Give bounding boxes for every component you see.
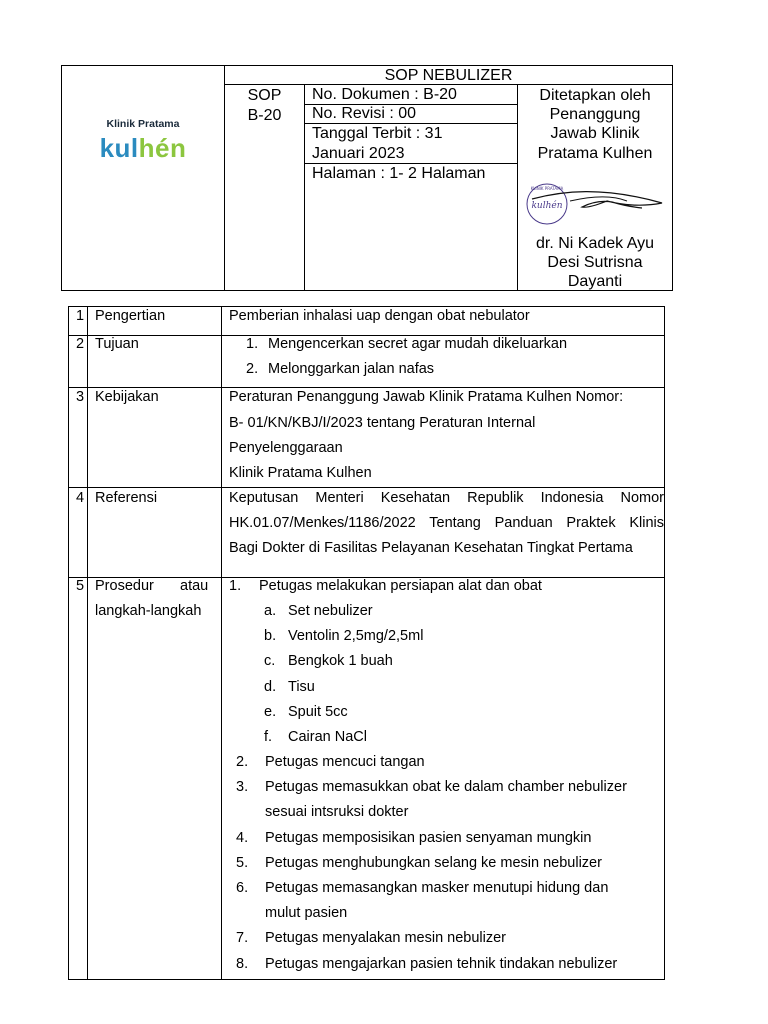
approval-line3: Jawab Klinik — [550, 125, 640, 142]
signer-line2: Desi Sutrisna — [547, 254, 643, 271]
step-text: Petugas melakukan persiapan alat dan obat — [259, 578, 542, 594]
logo-brand-part2: hén — [138, 133, 187, 163]
step-text: mulut pasien — [265, 905, 348, 921]
stamp-signature — [522, 181, 672, 231]
reference-line: Keputusan Menteri Kesehatan Republik Indonesia Nomor — [229, 490, 664, 506]
reference-line: HK.01.07/Menkes/1186/2022 Tentang Panduan Praktek Klinis — [229, 515, 664, 531]
policy-line: B- 01/KN/KBJ/I/2023 tentang Peraturan Internal — [229, 415, 536, 431]
row-number: 5 — [76, 578, 85, 594]
step-text: Petugas memasukkan obat ke dalam chamber nebulizer — [265, 779, 627, 795]
step-number: 6. — [236, 880, 249, 896]
row-label-prosedur: Prosedur — [95, 578, 154, 594]
signer-line3: Dayanti — [567, 273, 623, 290]
row-label-pengertian: Pengertian — [95, 308, 166, 324]
substep-letter: d. — [264, 679, 277, 695]
substep-text: Cairan NaCl — [288, 729, 367, 745]
substep-text: Set nebulizer — [288, 603, 373, 619]
row-number: 1 — [76, 308, 85, 324]
step-number: 8. — [236, 956, 249, 972]
revision-number: No. Revisi : 00 — [312, 105, 417, 122]
policy-line: Penyelenggaraan — [229, 440, 343, 456]
step-number: 4. — [236, 830, 249, 846]
step-text: Petugas menghubungkan selang ke mesin nebulizer — [265, 855, 602, 871]
step-number: 2. — [236, 754, 249, 770]
substep-letter: b. — [264, 628, 277, 644]
substep-letter: a. — [264, 603, 277, 619]
substep-text: Bengkok 1 buah — [288, 653, 393, 669]
sop-code-line1: SOP — [247, 87, 282, 104]
substep-letter: c. — [264, 653, 276, 669]
issue-date-line2: Januari 2023 — [312, 145, 405, 162]
logo-wordmark — [62, 133, 224, 163]
step-text: Petugas memasangkan masker menutupi hidung dan — [265, 880, 609, 896]
step-number: 5. — [236, 855, 249, 871]
row-label-langkah: langkah-langkah — [95, 603, 202, 619]
sop-code-line2: B-20 — [247, 107, 282, 124]
row-label-kebijakan: Kebijakan — [95, 389, 159, 405]
step-number: 3. — [236, 779, 249, 795]
list-item-number: 2. — [246, 361, 259, 377]
substep-text: Spuit 5cc — [288, 704, 348, 720]
row-text-pengertian: Pemberian inhalasi uap dengan obat nebulator — [229, 308, 530, 324]
step-text: sesuai intsruksi dokter — [265, 804, 409, 820]
step-text: Petugas memposisikan pasien senyaman mungkin — [265, 830, 592, 846]
step-text: Petugas mencuci tangan — [265, 754, 425, 770]
step-text: Petugas menyalakan mesin nebulizer — [265, 930, 506, 946]
approval-line2: Penanggung — [549, 106, 641, 123]
policy-line: Peraturan Penanggung Jawab Klinik Pratama Kulhen Nomor: — [229, 389, 624, 405]
signer-line1: dr. Ni Kadek Ayu — [536, 235, 654, 252]
substep-text: Tisu — [288, 679, 315, 695]
logo-clinic-label: Klinik Pratama — [106, 118, 180, 130]
row-number: 3 — [76, 389, 85, 405]
step-number: 7. — [236, 930, 249, 946]
doc-number: No. Dokumen : B-20 — [312, 86, 457, 103]
list-item-number: 1. — [246, 336, 259, 352]
stamp-brand: kulhén — [531, 201, 563, 211]
row-number: 2 — [76, 336, 85, 352]
policy-line: Klinik Pratama Kulhen — [229, 465, 372, 481]
substep-text: Ventolin 2,5mg/2,5ml — [288, 628, 424, 644]
divider — [221, 307, 222, 979]
row-label-tujuan: Tujuan — [95, 336, 139, 352]
divider — [87, 307, 88, 979]
approval-line4: Pratama Kulhen — [537, 145, 653, 162]
document-title: SOP NEBULIZER — [384, 67, 513, 84]
row-label-atau: atau — [180, 578, 209, 594]
reference-line: Bagi Dokter di Fasilitas Pelayanan Kesehatan Tingkat Pertama — [229, 540, 633, 556]
signature-icon — [522, 181, 672, 231]
step-text: Petugas mengajarkan pasien tehnik tindakan nebulizer — [265, 956, 618, 972]
substep-letter: f. — [264, 729, 273, 745]
page-count: Halaman : 1- 2 Halaman — [312, 165, 486, 182]
step-number: 1. — [229, 578, 242, 594]
approval-line1: Ditetapkan oleh — [539, 87, 651, 104]
list-item: Melonggarkan jalan nafas — [268, 361, 435, 377]
divider — [304, 85, 305, 290]
stamp-text: KLINIK PRATAMA — [530, 186, 564, 191]
row-label-referensi: Referensi — [95, 490, 158, 506]
sop-content-table — [68, 306, 665, 980]
list-item: Mengencerkan secret agar mudah dikeluarkan — [268, 336, 568, 352]
row-number: 4 — [76, 490, 85, 506]
header-table — [61, 65, 673, 291]
logo-brand-part1: kul — [99, 133, 139, 163]
issue-date-line1: Tanggal Terbit : 31 — [312, 125, 443, 142]
clinic-logo — [62, 118, 224, 163]
substep-letter: e. — [264, 704, 277, 720]
